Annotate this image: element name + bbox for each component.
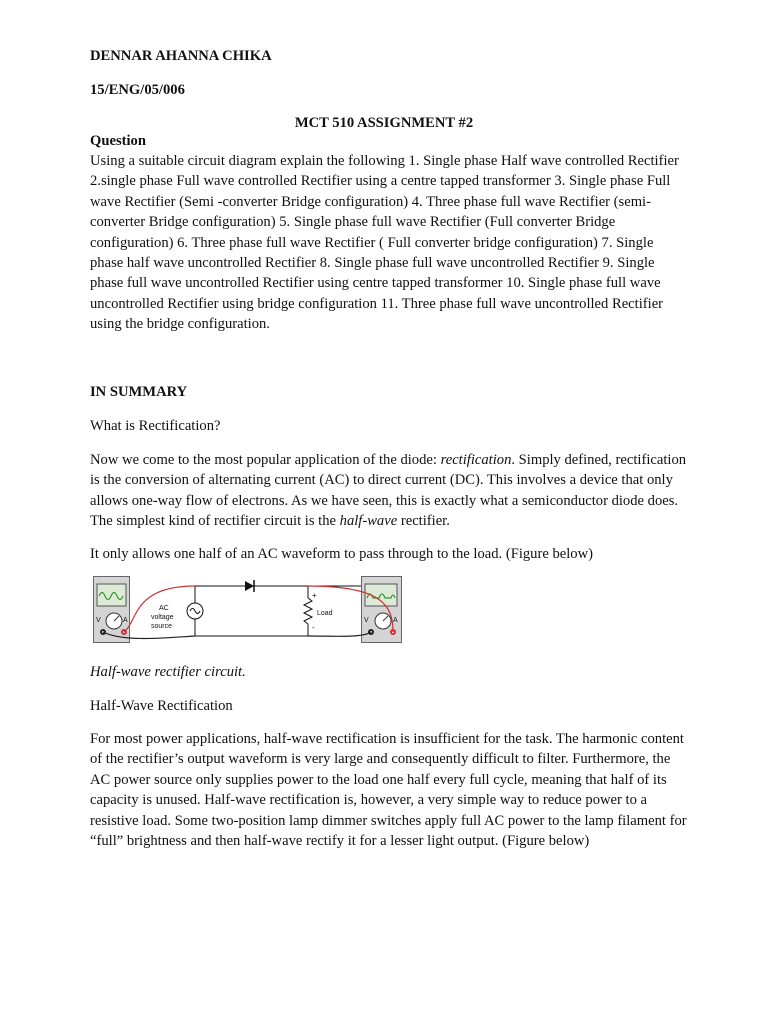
left-meter-v-label: V <box>96 617 101 624</box>
assignment-title: MCT 510 ASSIGNMENT #2 <box>294 115 474 131</box>
load-resistor-icon <box>304 598 312 624</box>
left-meter-a-label: A <box>123 617 128 624</box>
half-wave-paragraph: For most power applications, half-wave rectification is insufficient for the task. The harmonic content of the rectifier’s output waveform is very large and consequently difficult to filter. Furthermore, the AC power source only supplies power to the load one half every full cycle, meaning that half of its capacity is unused. Half-wave rectification is, however, a very simple way to reduce power to a resistive load. Some two-position lamp dimmer switches apply full AC power to the lamp filament for “full” brightness and then half-wave rectify it for a lesser light output. (Figure below) <box>90 731 687 850</box>
source-label-line1: AC <box>159 605 169 612</box>
paragraph-text: . Simply defined, rectification is the conversion of alternating current (AC) to direct current (DC). This involves a device that only allows one-way flow of electrons. As we have seen, this is exactly what a semiconductor diode does. The simplest kind of rectifier circuit is the <box>90 452 687 530</box>
question-text: Using a suitable circuit diagram explain the following 1. Single phase Half wave controlled Rectifier 2.single phase Full wave controlled Rectifier using a centre tapped transformer 3. Single phase Full wave Rectifier (Semi -converter Bridge configuration) 4. Three phase full wave Rectifier (semi-converter Bridge configuration) 5. Single phase full wave Rectifier (Full converter Bridge configuration) 6. Three phase full wave Rectifier ( Full converter bridge configuration) 7. Single phase half wave uncontrolled Rectifier 8. Single phase full wave uncontrolled Rectifier 9. Single phase full wave uncontrolled Rectifier using centre tapped transformer 10. Single phase full wave uncontrolled Rectifier using bridge configuration 11. Three phase full wave uncontrolled Rectifier using the bridge configuration. <box>90 153 679 333</box>
paragraph-text: Now we come to the most popular application of the diode: <box>90 452 441 468</box>
registration-number: 15/ENG/05/006 <box>90 82 185 98</box>
load-plus-sign: + <box>312 591 317 600</box>
ac-source-icon <box>187 603 203 619</box>
diode-icon <box>245 580 254 592</box>
question-heading: Question <box>90 133 146 149</box>
waveform-paragraph: It only allows one half of an AC waveform to pass through to the load. (Figure below) <box>90 546 593 562</box>
left-oscilloscope-icon <box>94 577 130 643</box>
probe-leads <box>103 586 393 639</box>
author-name: DENNAR AHANNA CHIKA <box>90 48 272 64</box>
right-meter-a-label: A <box>393 617 398 624</box>
source-label-line2: voltage <box>151 614 174 621</box>
rectification-paragraph <box>90 450 690 532</box>
figure-caption: Half-wave rectifier circuit. <box>90 664 246 680</box>
load-minus-sign: - <box>312 623 315 632</box>
emphasis-half-wave: half-wave <box>339 513 398 530</box>
source-label-line3: source <box>151 623 173 630</box>
right-meter-v-label: V <box>364 617 369 624</box>
half-wave-heading: Half-Wave Rectification <box>90 698 233 714</box>
paragraph-text: rectifier. <box>397 513 450 530</box>
rectification-subheading: What is Rectification? <box>90 418 221 434</box>
right-oscilloscope-icon <box>362 577 402 643</box>
summary-heading: IN SUMMARY <box>90 384 188 400</box>
half-wave-rectifier-circuit-diagram <box>93 576 410 644</box>
load-label: Load <box>317 610 333 617</box>
emphasis-rectification: rectification <box>440 452 512 468</box>
